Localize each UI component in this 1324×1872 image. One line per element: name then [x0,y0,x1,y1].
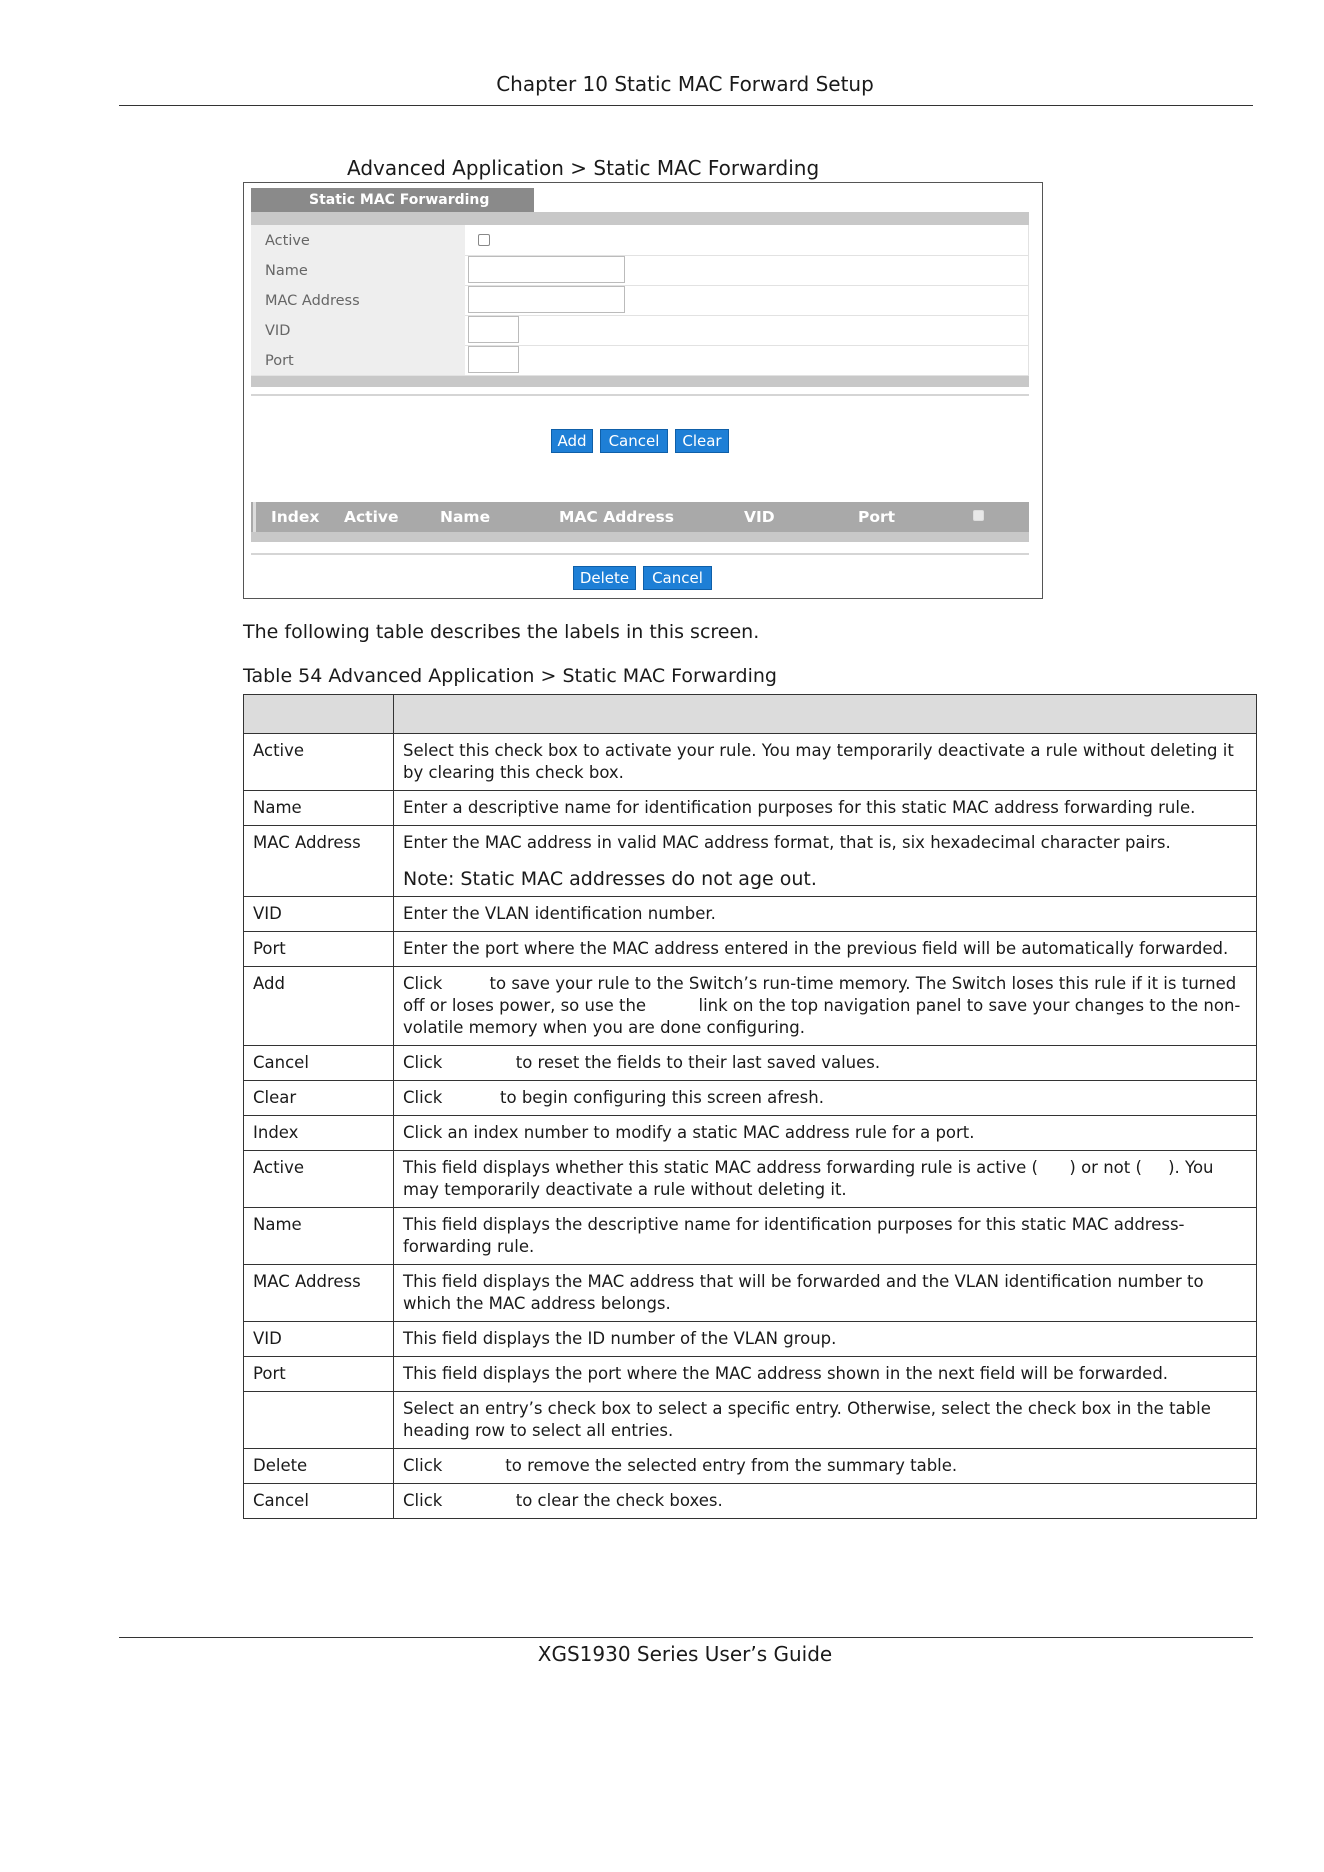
row-description: Select this check box to activate your rule. You may temporarily deactivate a rule without deleting it by clearing this check box. [394,734,1257,791]
form-label-cell [251,255,465,285]
select-all-checkbox[interactable] [973,510,984,521]
port-input[interactable] [468,346,519,373]
footer-rule [119,1637,1253,1638]
row-label: Name [244,791,394,826]
row-description: Enter the MAC address in valid MAC address format, that is, six hexadecimal character pairs. [403,833,1171,852]
col-active: Active [344,508,399,526]
table-row [244,734,1257,791]
row-divider [1028,225,1029,255]
row-label: Clear [244,1081,394,1116]
panel-tab [251,188,534,212]
row-label: Delete [244,1449,394,1484]
summary-bar [251,532,1029,542]
cancel-button[interactable]: Cancel [600,429,668,453]
table-row [244,1449,1257,1484]
row-description: This field displays the port where the MAC address shown in the next field will be forwarded. [394,1357,1257,1392]
table-row [244,826,1257,897]
row-label: Port [244,932,394,967]
row-label: Active [244,734,394,791]
row-description: This field displays the descriptive name for identification purposes for this static MAC address-forwarding rule. [394,1208,1257,1265]
row-description: Click to reset the fields to their last saved values. [394,1046,1257,1081]
form-row-name [251,255,1029,286]
table-header-row [244,695,1257,734]
table-row [244,1357,1257,1392]
row-label: Index [244,1116,394,1151]
row-label: Port [244,1357,394,1392]
row-label: Name [244,1208,394,1265]
col-index: Index [271,508,320,526]
row-label: MAC Address [244,1265,394,1322]
form-row-port [251,345,1029,376]
form-label-cell [251,345,465,375]
form-row-mac [251,285,1029,316]
row-divider [1028,345,1029,375]
table-row [244,1208,1257,1265]
panel-title: Static MAC Forwarding [309,192,490,208]
table-caption: Table 54 Advanced Application > Static MAC Forwarding [243,665,777,687]
row-description: Click to remove the selected entry from the summary table. [394,1449,1257,1484]
row-divider [1028,285,1029,315]
table-row [244,1151,1257,1208]
page-header: Chapter 10 Static MAC Forward Setup [496,72,874,96]
delete-button[interactable]: Delete [573,566,636,590]
clear-button[interactable]: Clear [675,429,729,453]
row-divider [1028,315,1029,345]
vid-input[interactable] [468,316,519,343]
table-row [244,932,1257,967]
table-row [244,967,1257,1046]
port-label: Port [265,353,294,369]
row-label: VID [244,897,394,932]
row-description: Click to begin configuring this screen afresh. [394,1081,1257,1116]
header-rule [119,105,1253,106]
row-description: This field displays the MAC address that will be forwarded and the VLAN identification number to which the MAC address belongs. [394,1265,1257,1322]
col-port: Port [858,508,896,526]
vid-label: VID [265,323,291,339]
page-footer: XGS1930 Series User’s Guide [537,1642,833,1666]
table-row [244,897,1257,932]
row-description: This field displays whether this static MAC address forwarding rule is active ( ) or not ( ). You may temporarily deactivate a rule without deleting it. [394,1151,1257,1208]
panel-bar [251,376,1029,387]
row-note: Note: Static MAC addresses do not age out. [403,868,817,890]
row-description: Click to save your rule to the Switch’s run-time memory. The Switch loses this rule if it is turned off or loses power, so use the link on the top navigation panel to save your changes to the non-volatile memory when you are done configuring. [394,967,1257,1046]
form-label-cell [251,315,465,345]
active-label: Active [265,233,310,249]
mac-address-label: MAC Address [265,293,360,309]
row-description: Select an entry’s check box to select a specific entry. Otherwise, select the check box in the table heading row to select all entries. [394,1392,1257,1449]
row-label: MAC Address [244,826,394,897]
row-description: Enter the VLAN identification number. [394,897,1257,932]
table-row [244,1046,1257,1081]
row-label [244,1392,394,1449]
table-row [244,1265,1257,1322]
form-label-cell [251,285,465,315]
panel-bar [251,212,1029,225]
summary-table-header [251,502,1029,532]
col-name: Name [440,508,491,526]
screenshot-figure [243,182,1043,599]
col-vid: VID [744,508,775,526]
table-row [244,1116,1257,1151]
header-edge [253,502,256,532]
panel-divider [251,553,1029,555]
row-description: This field displays the ID number of the VLAN group. [394,1322,1257,1357]
form-row-active [251,225,1029,256]
row-description: Enter a descriptive name for identification purposes for this static MAC address forwarding rule. [394,791,1257,826]
header-description-cell [394,695,1257,734]
description-table [243,694,1257,1519]
row-label: Cancel [244,1484,394,1519]
mac-address-input[interactable] [468,286,625,313]
table-row [244,1081,1257,1116]
row-label: Active [244,1151,394,1208]
name-label: Name [265,263,308,279]
cancel-delete-button[interactable]: Cancel [643,566,712,590]
figure-caption: Advanced Application > Static MAC Forwarding [347,156,820,180]
row-description: Click an index number to modify a static MAC address rule for a port. [394,1116,1257,1151]
row-divider [1028,255,1029,285]
active-checkbox[interactable] [478,234,490,246]
table-row [244,791,1257,826]
row-description-cell [394,826,1257,897]
name-input[interactable] [468,256,625,283]
panel-divider [251,394,1029,396]
form-row-vid [251,315,1029,346]
row-label: VID [244,1322,394,1357]
header-label-cell [244,695,394,734]
col-mac-address: MAC Address [559,508,674,526]
table-row [244,1392,1257,1449]
row-description: Click to clear the check boxes. [394,1484,1257,1519]
intro-text: The following table describes the labels in this screen. [243,621,760,643]
table-row [244,1484,1257,1519]
row-label: Cancel [244,1046,394,1081]
row-description: Enter the port where the MAC address entered in the previous field will be automatically forwarded. [394,932,1257,967]
form-label-cell [251,225,465,255]
row-label: Add [244,967,394,1046]
table-row [244,1322,1257,1357]
add-button[interactable]: Add [551,429,593,453]
